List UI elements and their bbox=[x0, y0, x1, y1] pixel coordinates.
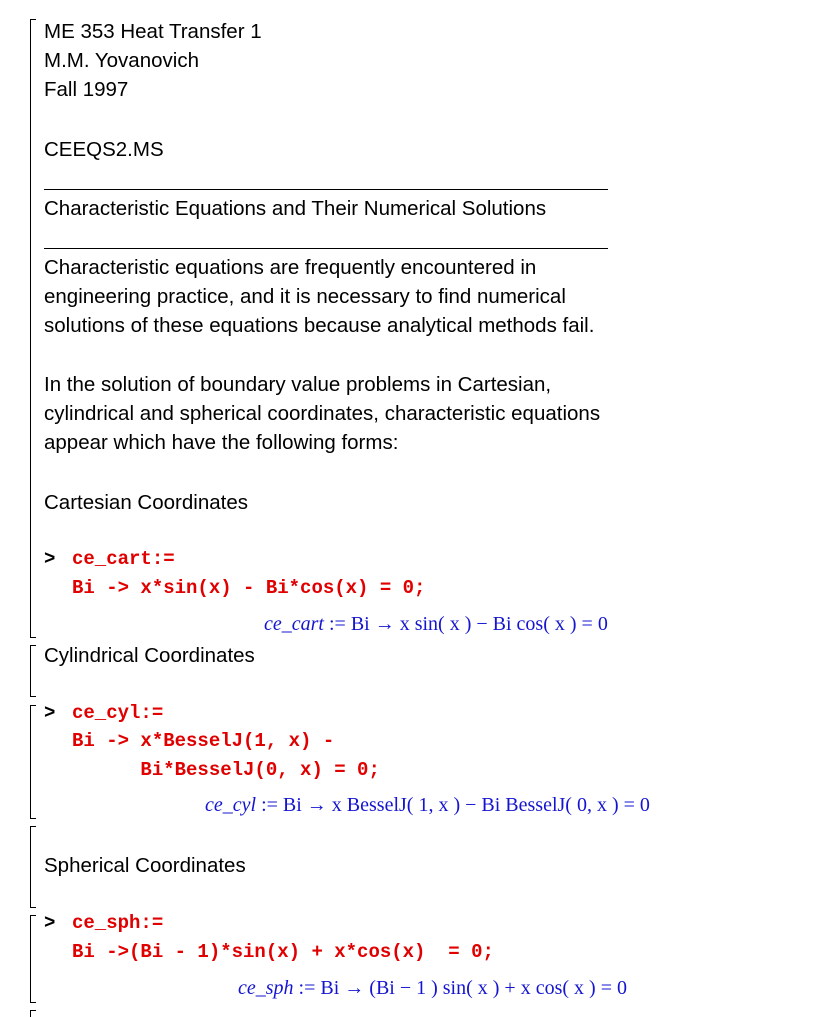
cartesian-input-line1[interactable]: ce_cart:= bbox=[72, 548, 175, 570]
group-bracket-spherical-heading[interactable] bbox=[30, 826, 36, 908]
intro-p1-line1: Characteristic equations are frequently encountered in bbox=[44, 256, 537, 279]
spherical-heading: Spherical Coordinates bbox=[44, 854, 246, 877]
group-bracket-cylindrical-heading[interactable] bbox=[30, 645, 36, 697]
group-bracket-intro[interactable] bbox=[30, 19, 36, 638]
spherical-output bbox=[238, 974, 627, 1002]
intro-p1-line3: solutions of these equations because analytical methods fail. bbox=[44, 314, 595, 337]
cylindrical-heading: Cylindrical Coordinates bbox=[44, 644, 255, 667]
cartesian-output-name: ce_cart bbox=[264, 613, 324, 635]
term-label: Fall 1997 bbox=[44, 78, 129, 101]
spherical-input-line2[interactable]: Bi ->(Bi - 1)*sin(x) + x*cos(x) = 0; bbox=[72, 941, 494, 963]
document-title: Characteristic Equations and Their Numerical Solutions bbox=[44, 197, 547, 220]
cartesian-output bbox=[264, 610, 608, 638]
cartesian-prompt[interactable]: > bbox=[44, 548, 56, 570]
spherical-output-expression: := Bi → (Bi − 1 ) sin( x ) + x cos( x ) = 0 bbox=[293, 977, 627, 999]
cartesian-input-line2[interactable]: Bi -> x*sin(x) - Bi*cos(x) = 0; bbox=[72, 577, 426, 599]
intro-p2-line2: cylindrical and spherical coordinates, characteristic equations bbox=[44, 402, 601, 425]
cylindrical-input-line3[interactable]: Bi*BesselJ(0, x) = 0; bbox=[72, 759, 380, 781]
intro-p2-line3: appear which have the following forms: bbox=[44, 431, 399, 454]
course-title: ME 353 Heat Transfer 1 bbox=[44, 20, 262, 43]
intro-p1-line2: engineering practice, and it is necessary to find numerical bbox=[44, 285, 566, 308]
cylindrical-input-line1[interactable]: ce_cyl:= bbox=[72, 702, 164, 724]
spherical-prompt[interactable]: > bbox=[44, 912, 56, 934]
cylindrical-input-line2[interactable]: Bi -> x*BesselJ(1, x) - bbox=[72, 730, 335, 752]
spherical-input-line1[interactable]: ce_sph:= bbox=[72, 912, 164, 934]
divider-top bbox=[44, 189, 608, 190]
group-bracket-cylindrical-input[interactable] bbox=[30, 705, 36, 819]
cylindrical-output-expression: := Bi → x BesselJ( 1, x ) − Bi BesselJ( 0, x ) = 0 bbox=[256, 794, 650, 816]
cartesian-heading: Cartesian Coordinates bbox=[44, 491, 248, 514]
filename-label: CEEQS2.MS bbox=[44, 138, 164, 161]
cylindrical-output bbox=[205, 791, 650, 819]
author-name: M.M. Yovanovich bbox=[44, 49, 199, 72]
intro-p2-line1: In the solution of boundary value problems in Cartesian, bbox=[44, 373, 552, 396]
group-bracket-spherical-input[interactable] bbox=[30, 915, 36, 1003]
cylindrical-prompt[interactable]: > bbox=[44, 702, 56, 724]
cylindrical-output-name: ce_cyl bbox=[205, 794, 257, 816]
divider-bottom bbox=[44, 248, 608, 249]
spherical-output-name: ce_sph bbox=[238, 977, 294, 999]
cartesian-output-expression: := Bi → x sin( x ) − Bi cos( x ) = 0 bbox=[323, 613, 608, 635]
